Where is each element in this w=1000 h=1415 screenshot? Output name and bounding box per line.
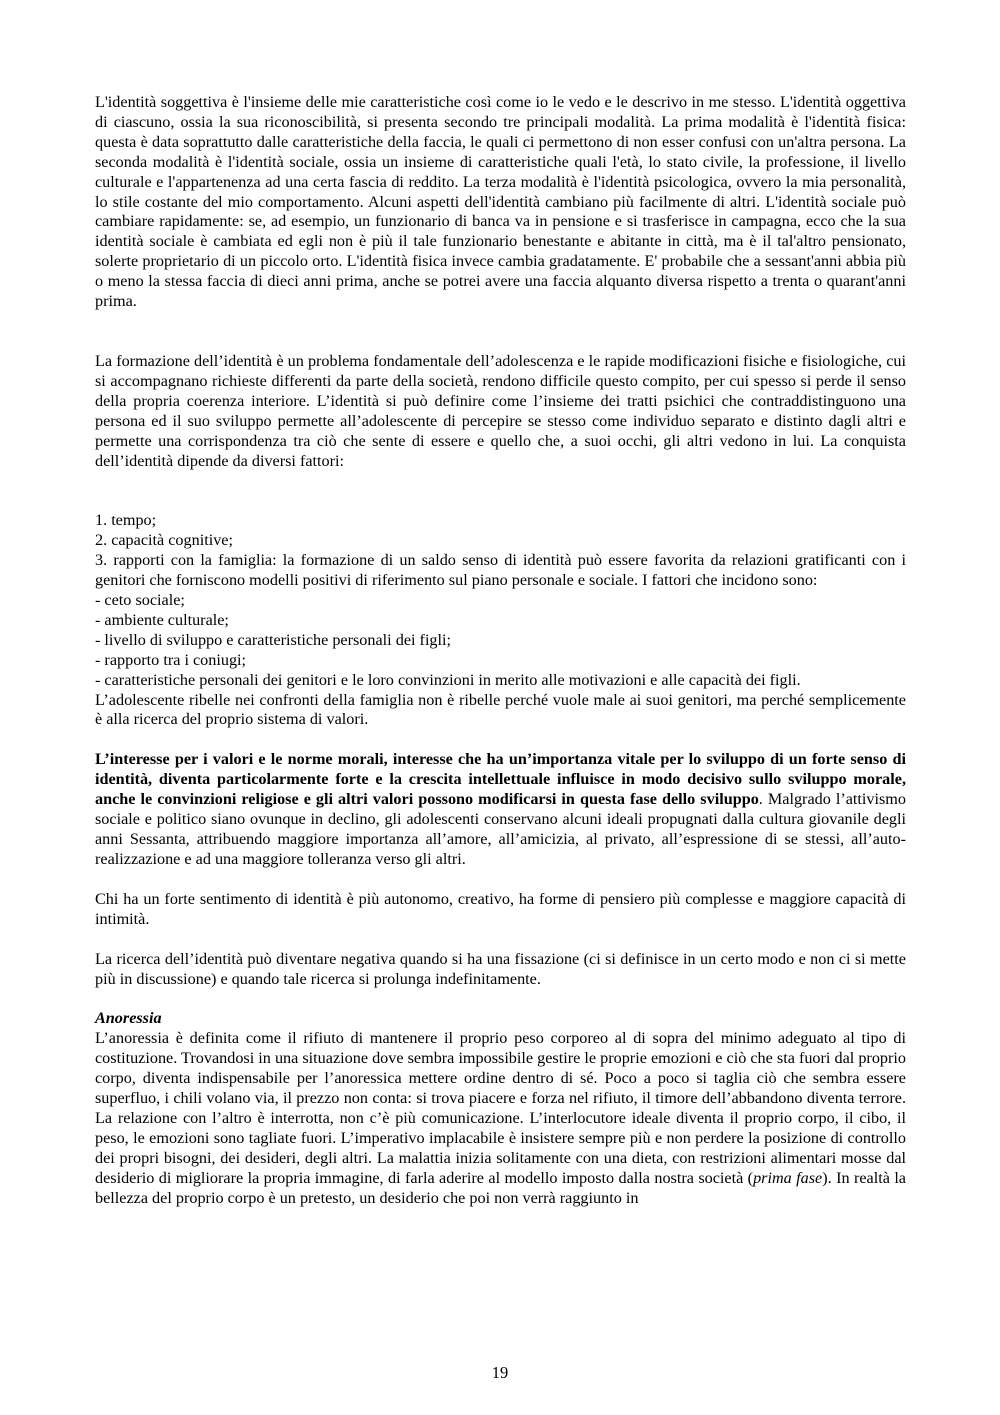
spacer [95, 730, 906, 750]
list-item-capacita-cognitive: 2. capacità cognitive; [95, 531, 233, 550]
anoressia-italic-prima-fase: prima fase [753, 1168, 823, 1187]
section-title-anoressia: Anoressia [95, 1009, 162, 1028]
sub-item-ambiente-culturale: - ambiente culturale; [95, 610, 229, 629]
paragraph-anoressia [95, 1029, 906, 1208]
paragraph-adolescente-ribelle: L’adolescente ribelle nei confronti della famiglia non è ribelle perché vuole male ai suoi genitori, ma perché semplicemente è alla ricerca del proprio sistema di valori. [95, 690, 906, 729]
spacer [95, 930, 906, 950]
paragraph-identita-soggettiva: L'identità soggettiva è l'insieme delle mie caratteristiche così come io le vedo e le descrivo in me stesso. L'identità oggettiva di ciascuno, ossia la sua riconoscibilità, si presenta secondo tre principali modalità. La prima modalità è l'identità fisica: questa è data soprattutto dalle caratteristiche della faccia, le quali ci permettono di non esser confusi con un'altra persona. La seconda modalità è l'identità sociale, ossia un insieme di caratteristiche quali l'età, lo stato civile, la professione, il livello culturale e l'appartenenza ad una certa fascia di reddito. La terza modalità è l'identità psicologica, ovvero la mia personalità, lo stile costante del mio comportamento. Alcuni aspetti dell'identità cambiano più facilmente di altri. L'identità sociale può cambiare rapidamente: se, ad esempio, un funzionario di banca va in pensione e si trasferisce in campagna, ecco che la sua identità sociale è cambiata ed egli non è più il tale funzionario benestante e abitante in città, ma è il tal'altro pensionato, solerte proprietario di un piccolo orto. L'identità fisica invece cambia gradatamente. E' probabile che a sessant'anni abbia più o meno la stessa faccia di dieci anni prima, anche se potrei avere una faccia alquanto diversa rispetto a trenta o quarant'anni prima. [95, 93, 906, 311]
sub-item-caratteristiche-genitori: - caratteristiche personali dei genitori e le loro convinzioni in merito alle motivazioni e alle capacità dei figli. [95, 670, 801, 689]
anoressia-text-a: L’anoressia è definita come il rifiuto di mantenere il proprio peso corporeo al di sopra del minimo adeguato al tipo di costituzione. Trovandosi in una situazione dove sembra impossibile gestire le proprie emozioni e ciò che sta fuori dal proprio corpo, diventa indispensabile per l’anoressica mettere ordine dentro di sé. Poco a poco si taglia ciò che sembra essere superfluo, i chili volano via, il prezzo non conta: si trova piacere e forza nel rifiuto, il timore dell’abbandono diventa terrore. La relazione con l’altro è interrotta, non c’è più comunicazione. L’interlocutore ideale diventa il proprio corpo, il cibo, il peso, le emozioni sono tagliate fuori. L’imperativo implacabile è insistere sempre più e non perdere la posizione di controllo dei propri bisogni, dei desideri, degli altri. La malattia inizia solitamente con una dieta, con restrizioni alimentari mosse dal desiderio di migliorare la propria immagine, di farla aderire al modello imposto dalla nostra società ( [95, 1029, 906, 1187]
sub-item-ceto-sociale: - ceto sociale; [95, 591, 185, 610]
sub-item-rapporto-coniugi: - rapporto tra i coniugi; [95, 650, 247, 669]
spacer [95, 989, 906, 1009]
paragraph-formazione-identita: La formazione dell’identità è un problema fondamentale dell’adolescenza e le rapide modificazioni fisiche e fisiologiche, cui si accompagnano richieste differenti da parte della società, rendono difficile questo compito, per cui spesso si perde il senso della propria coerenza interiore. L’identità si può definire come l’insieme dei tratti psichici che contraddistinguono una persona ed il suo sviluppo permette all’adolescente di percepire se stesso come individuo separato e distinto dagli altri e permette una corrispondenza tra ciò che sente di essere e quello che, a suoi occhi, gli altri vedono in lui. La conquista dell’identità dipende da diversi fattori: [95, 351, 906, 470]
paragraph-valori-morali [95, 750, 906, 869]
list-item-rapporti-famiglia: 3. rapporti con la famiglia: la formazione di un saldo senso di identità può essere favorita da relazioni gratificanti con i genitori che forniscono modelli positivi di riferimento sul piano personale e sociale. I fattori che incidono sono: [95, 551, 906, 590]
list-item-tempo: 1. tempo; [95, 511, 157, 530]
anoressia-text-b: ). In realtà la bellezza del proprio corpo è un pretesto, un desiderio che poi non verrà raggiunto in [95, 1168, 906, 1207]
paragraph-valori-continuation: . Malgrado l’attivismo sociale e politico siano ovunque in declino, gli adolescenti conservano alcuni ideali propugnati dalla cultura giovanile degli anni Sessanta, attribuendo maggiore importanza all’amore, all’amicizia, al privato, all’espressione di se stessi, all’auto-realizzazione e ad una maggiore tolleranza verso gli altri. [95, 790, 906, 868]
spacer [95, 312, 906, 352]
page-number: 19 [491, 1363, 509, 1382]
spacer [95, 471, 906, 511]
spacer [95, 870, 906, 890]
paragraph-ricerca-negativa: La ricerca dell’identità può diventare negativa quando si ha una fissazione (ci si definisce in un certo modo e non ci si mette più in discussione) e quando tale ricerca si prolunga indefinitamente. [95, 949, 906, 988]
paragraph-sentimento-identita: Chi ha un forte sentimento di identità è più autonomo, creativo, ha forme di pensiero più complesse e maggiore capacità di intimità. [95, 889, 906, 928]
document-page [95, 93, 906, 1209]
sub-item-livello-sviluppo: - livello di sviluppo e caratteristiche personali dei figli; [95, 630, 452, 649]
bold-statement: L’interesse per i valori e le norme morali, interesse che ha un’importanza vitale per lo sviluppo di un forte senso di identità, diventa particolarmente forte e la crescita intellettuale influisce in modo decisivo sullo sviluppo morale, anche le convinzioni religiose e gli altri valori possono modificarsi in questa fase dello sviluppo [95, 750, 906, 809]
